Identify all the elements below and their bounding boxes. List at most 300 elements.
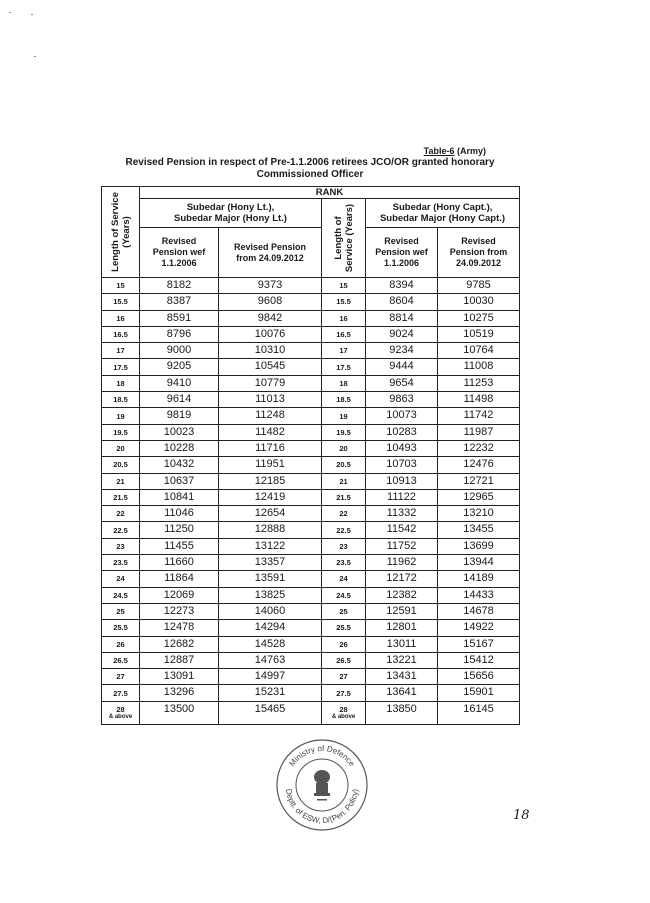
years-cell-value: 25.5 [336,623,351,633]
group-left-line-2: Subedar Major (Hony Lt.) [174,213,287,224]
years-cell-value: 27 [116,672,125,682]
table-row [102,522,520,538]
years-cell [322,294,366,310]
hony-lt-pension-2006-cell-value: 9410 [166,376,192,389]
years-cell-value: 21.5 [336,493,351,502]
years-cell-value: 21 [339,476,348,486]
hony-capt-pension-2012-cell-value: 10030 [463,295,494,308]
years-cell [322,424,366,440]
hony-capt-pension-2012-cell-value: 14189 [463,572,494,585]
scan-speck [31,14,33,15]
hony-lt-pension-2006-cell-value: 8796 [166,327,192,340]
years-cell-value: 20 [116,444,125,454]
ministry-seal [274,737,370,833]
col-left-revised-wef [140,228,219,278]
years-cell-value: 22 [116,509,125,519]
hony-lt-pension-2006-cell-value: 13500 [163,702,195,715]
years-cell-value: 20 [339,444,348,454]
years-cell [322,359,366,375]
years-cell [322,408,366,424]
hony-lt-pension-2006-cell [140,473,219,489]
years-cell-value: 23.5 [336,558,351,568]
hony-capt-pension-2006-cell [366,652,438,668]
hony-capt-pension-2006-cell [366,310,438,326]
table-row [102,555,520,571]
hony-capt-pension-2006-cell [366,603,438,619]
scan-speck [34,56,36,57]
hony-capt-pension-2012-cell-value: 16145 [463,702,494,715]
years-cell [102,701,140,724]
hony-capt-pension-2012-cell-value: 13455 [463,523,494,536]
hony-capt-pension-2006-cell-value: 10073 [386,409,417,422]
hony-capt-pension-2006-cell [366,343,438,359]
table-row [102,538,520,554]
hony-capt-pension-2006-cell-value: 9024 [389,327,414,340]
group-header-hony-lt [140,199,322,228]
years-cell-value: 25 [339,607,348,617]
hony-capt-pension-2012-cell [438,555,520,571]
years-cell [102,424,140,440]
years-cell-value: 18.5 [113,395,128,405]
group-header-hony-capt [366,199,520,228]
hony-lt-pension-2012-cell [219,408,322,424]
hony-capt-pension-2006-cell [366,392,438,408]
years-cell-value: 24.5 [113,590,128,600]
hony-lt-pension-2006-cell [140,343,219,359]
hony-lt-pension-2006-cell [140,457,219,473]
hony-capt-pension-2012-cell-value: 12232 [463,441,494,454]
hony-capt-pension-2012-cell [438,440,520,456]
hony-lt-pension-2012-cell [219,359,322,375]
table-row [102,652,520,668]
hony-capt-pension-2012-cell-value: 14922 [463,621,494,634]
years-cell [322,669,366,685]
hony-lt-pension-2012-cell [219,375,322,391]
hony-lt-pension-2006-cell-value: 12682 [163,637,195,650]
col-text: Revised [161,236,197,246]
hony-lt-pension-2012-cell-value: 10076 [254,327,286,340]
table-row [102,473,520,489]
hony-lt-pension-2006-cell [140,326,219,342]
table-row [102,310,520,326]
years-cell [322,636,366,652]
hony-lt-pension-2006-cell-value: 10637 [163,474,195,487]
table-row [102,424,520,440]
hony-lt-pension-2006-cell-value: 11046 [164,507,194,520]
table-row [102,440,520,456]
hony-capt-pension-2006-cell [366,522,438,538]
hony-capt-pension-2006-cell-value: 13431 [386,670,417,683]
years-cell [322,489,366,505]
col-text: 1.1.2006 [161,258,197,268]
hony-capt-pension-2006-cell [366,506,438,522]
hony-lt-pension-2012-cell-value: 14997 [254,670,286,683]
hony-lt-pension-2012-cell-value: 13825 [254,588,286,601]
years-cell [322,457,366,473]
hony-capt-pension-2006-cell-value: 11542 [386,523,417,536]
hony-lt-pension-2006-cell [140,408,219,424]
hony-capt-pension-2012-cell-value: 10764 [463,344,494,357]
col-text: Pension wef [152,247,206,257]
length-of-service-header [102,187,140,278]
hony-capt-pension-2006-cell [366,294,438,310]
hony-capt-pension-2006-cell-value: 8814 [389,311,414,324]
hony-lt-pension-2006-cell-value: 9614 [166,393,192,406]
hony-capt-pension-2006-cell-value: 10283 [386,425,417,438]
hony-capt-pension-2006-cell-value: 9863 [389,393,414,406]
years-cell [322,555,366,571]
hony-lt-pension-2012-cell-value: 13122 [254,539,286,552]
table-number: Table-6 [423,146,455,156]
hony-lt-pension-2006-cell [140,636,219,652]
years-cell [102,652,140,668]
years-cell-value: 15 [116,281,125,291]
hony-lt-pension-2012-cell [219,343,322,359]
length-of-service-label-2: Length of Service (Years) [332,203,355,273]
hony-lt-pension-2012-cell [219,473,322,489]
hony-lt-pension-2012-cell [219,278,322,294]
hony-capt-pension-2006-cell [366,375,438,391]
hony-capt-pension-2006-cell-value: 12382 [386,588,417,601]
hony-lt-pension-2012-cell-value: 11716 [255,441,285,454]
hony-capt-pension-2012-cell [438,278,520,294]
table-row [102,506,520,522]
years-cell-value: 16.5 [113,330,128,340]
hony-capt-pension-2012-cell [438,294,520,310]
hony-lt-pension-2006-cell [140,571,219,587]
hony-lt-pension-2012-cell-value: 14294 [254,621,286,634]
years-cell-value: 23.5 [113,558,128,568]
col-text: Revised Pension [233,241,307,252]
years-cell [102,440,140,456]
years-cell-value: 18 [116,378,125,388]
years-cell-value: 27.5 [113,688,128,698]
hony-capt-pension-2012-cell [438,359,520,375]
hony-capt-pension-2012-cell-value: 14678 [463,604,494,617]
hony-lt-pension-2012-cell-value: 9373 [257,279,283,291]
years-cell-value: 15.5 [113,297,128,307]
years-cell [322,343,366,359]
years-cell [322,278,366,294]
years-cell-value: 22 [339,509,348,519]
hony-capt-pension-2006-cell [366,538,438,554]
length-of-service-header-2 [322,199,366,278]
hony-capt-pension-2006-cell [366,636,438,652]
years-cell-value: 18 [339,378,348,388]
hony-lt-pension-2012-cell-value: 12888 [254,523,286,536]
years-cell-value: 26 [339,639,348,649]
years-cell [102,375,140,391]
years-cell-value: 23 [339,541,348,551]
years-cell-value: 17.5 [336,362,351,372]
years-cell [322,310,366,326]
years-cell-value: 22.5 [336,525,351,535]
hony-capt-pension-2012-cell-value: 14433 [463,588,494,601]
hony-lt-pension-2012-cell [219,701,322,724]
hony-capt-pension-2006-cell [366,278,438,294]
table-row [102,375,520,391]
hony-capt-pension-2006-cell [366,669,438,685]
years-cell-value: 21 [116,476,125,486]
hony-capt-pension-2006-cell [366,326,438,342]
hony-capt-pension-2012-cell [438,652,520,668]
hony-lt-pension-2012-cell-value: 10779 [254,376,286,389]
hony-capt-pension-2006-cell-value: 13641 [386,686,417,699]
hony-lt-pension-2006-cell [140,506,219,522]
hony-capt-pension-2006-cell-value: 11962 [386,556,417,569]
rank-header: RANK [140,187,520,199]
hony-lt-pension-2006-cell-value: 10432 [163,458,195,471]
years-cell-value: 27 [339,672,348,682]
hony-capt-pension-2012-cell-value: 9785 [466,279,491,291]
hony-capt-pension-2012-cell [438,375,520,391]
page-number: 18 [513,808,530,823]
hony-capt-pension-2006-cell [366,489,438,505]
years-cell [102,489,140,505]
years-cell-value: 21.5 [113,493,128,502]
table-row [102,408,520,424]
hony-lt-pension-2012-cell-value: 12419 [254,490,286,503]
hony-capt-pension-2012-cell [438,522,520,538]
years-cell [102,555,140,571]
and-above-label: & above [331,713,356,720]
hony-lt-pension-2006-cell [140,603,219,619]
hony-capt-pension-2012-cell [438,489,520,505]
hony-capt-pension-2006-cell-value: 8604 [389,295,414,308]
years-cell-value: 28 [339,704,348,714]
hony-lt-pension-2012-cell [219,326,322,342]
scan-speck [9,12,11,13]
col-text: 24.09.2012 [455,258,502,268]
hony-capt-pension-2006-cell-value: 11122 [387,490,416,503]
hony-lt-pension-2006-cell-value: 13296 [163,686,195,699]
years-cell-value: 20.5 [336,460,351,470]
hony-capt-pension-2012-cell-value: 11253 [463,376,494,389]
hony-lt-pension-2012-cell-value: 11482 [255,425,285,438]
hony-capt-pension-2006-cell-value: 13011 [386,637,417,650]
years-cell-value: 19.5 [336,427,351,437]
hony-lt-pension-2006-cell [140,522,219,538]
years-cell [102,620,140,636]
svg-text:Ministry of Defence: Ministry of Defence [287,743,357,769]
hony-capt-pension-2012-cell-value: 11742 [463,409,494,422]
hony-lt-pension-2012-cell [219,636,322,652]
hony-lt-pension-2006-cell [140,555,219,571]
years-cell [102,278,140,294]
years-cell [322,571,366,587]
hony-lt-pension-2006-cell [140,538,219,554]
hony-capt-pension-2012-cell [438,620,520,636]
col-left-revised-from [219,228,322,278]
years-cell-value: 17 [339,346,348,356]
hony-lt-pension-2012-cell-value: 13357 [254,556,286,569]
years-cell-value: 25 [116,607,125,617]
hony-capt-pension-2006-cell-value: 9234 [389,344,414,357]
hony-lt-pension-2012-cell-value: 10545 [254,360,286,373]
hony-capt-pension-2012-cell [438,636,520,652]
hony-lt-pension-2012-cell-value: 11951 [255,458,285,471]
hony-lt-pension-2006-cell [140,652,219,668]
hony-lt-pension-2012-cell [219,685,322,701]
hony-lt-pension-2012-cell-value: 14763 [254,653,286,666]
years-cell-value: 18.5 [336,395,351,405]
years-cell [322,375,366,391]
hony-capt-pension-2012-cell-value: 15167 [463,637,494,650]
hony-capt-pension-2012-cell [438,669,520,685]
years-cell-value: 25.5 [113,623,128,633]
hony-lt-pension-2006-cell [140,620,219,636]
hony-lt-pension-2006-cell [140,440,219,456]
hony-lt-pension-2006-cell [140,587,219,603]
hony-capt-pension-2006-cell [366,571,438,587]
years-cell [322,473,366,489]
hony-capt-pension-2006-cell-value: 13221 [386,653,417,666]
years-cell-value: 24 [339,574,348,584]
years-cell [322,392,366,408]
years-cell [102,359,140,375]
hony-lt-pension-2012-cell [219,440,322,456]
hony-lt-pension-2006-cell [140,294,219,310]
hony-capt-pension-2012-cell [438,506,520,522]
hony-lt-pension-2012-cell [219,555,322,571]
hony-capt-pension-2006-cell [366,457,438,473]
hony-lt-pension-2012-cell-value: 11013 [255,393,285,406]
hony-capt-pension-2012-cell-value: 11987 [463,425,494,438]
hony-capt-pension-2012-cell [438,571,520,587]
hony-capt-pension-2012-cell-value: 10275 [463,311,494,324]
years-cell [102,538,140,554]
pension-table [101,186,520,725]
hony-lt-pension-2012-cell [219,424,322,440]
table-row [102,701,520,724]
hony-lt-pension-2006-cell [140,392,219,408]
years-cell-value: 19 [339,411,348,421]
table-row [102,620,520,636]
hony-lt-pension-2012-cell [219,538,322,554]
hony-capt-pension-2006-cell-value: 12591 [386,604,417,617]
hony-lt-pension-2012-cell-value: 14060 [254,604,286,617]
years-cell-value: 20.5 [113,460,128,470]
hony-lt-pension-2012-cell [219,669,322,685]
hony-lt-pension-2006-cell [140,310,219,326]
years-cell [102,408,140,424]
group-left-line-1: Subedar (Hony Lt.), [186,202,275,213]
col-text: Revised [384,236,419,246]
hony-capt-pension-2012-cell [438,685,520,701]
title-line-2: Commissioned Officer [256,169,364,180]
hony-lt-pension-2006-cell [140,489,219,505]
col-text: Pension wef [375,247,428,257]
hony-capt-pension-2006-cell [366,620,438,636]
years-cell [102,636,140,652]
hony-capt-pension-2012-cell [438,310,520,326]
hony-capt-pension-2006-cell-value: 9444 [389,360,414,373]
hony-capt-pension-2006-cell [366,701,438,724]
hony-capt-pension-2012-cell-value: 13210 [463,507,494,520]
hony-lt-pension-2012-cell-value: 11248 [255,409,285,422]
hony-lt-pension-2012-cell-value: 12654 [254,507,286,520]
hony-lt-pension-2012-cell [219,603,322,619]
hony-lt-pension-2006-cell [140,669,219,685]
hony-lt-pension-2012-cell [219,489,322,505]
hony-capt-pension-2006-cell-value: 10703 [386,458,417,471]
hony-capt-pension-2006-cell-value: 9654 [389,376,414,389]
years-cell-value: 26.5 [113,655,128,665]
years-cell-value: 17 [116,346,125,356]
years-cell [102,587,140,603]
hony-capt-pension-2012-cell-value: 12721 [463,474,494,487]
years-cell-value: 23 [116,541,125,551]
years-cell-value: 19 [116,411,125,421]
length-of-service-label: Length of Service (Years) [109,192,132,272]
table-row [102,294,520,310]
table-row [102,343,520,359]
years-cell [322,620,366,636]
years-cell [102,669,140,685]
years-cell-value: 15.5 [336,297,351,307]
hony-capt-pension-2012-cell [438,603,520,619]
hony-lt-pension-2012-cell [219,587,322,603]
table-row [102,457,520,473]
hony-lt-pension-2012-cell-value: 12185 [254,474,286,487]
hony-lt-pension-2012-cell-value: 9608 [257,295,283,308]
hony-lt-pension-2012-cell [219,392,322,408]
years-cell [322,603,366,619]
years-cell [322,685,366,701]
years-cell [322,587,366,603]
hony-lt-pension-2006-cell-value: 12069 [163,588,195,601]
years-cell-value: 16 [116,313,125,323]
hony-capt-pension-2006-cell-value: 12801 [386,621,417,634]
hony-lt-pension-2006-cell [140,424,219,440]
hony-lt-pension-2006-cell [140,375,219,391]
years-cell [322,522,366,538]
hony-lt-pension-2012-cell [219,506,322,522]
table-row [102,636,520,652]
years-cell-value: 26 [116,639,125,649]
hony-lt-pension-2012-cell-value: 14528 [254,637,286,650]
hony-lt-pension-2012-cell-value: 15231 [254,686,286,699]
hony-capt-pension-2006-cell [366,473,438,489]
hony-lt-pension-2012-cell [219,652,322,668]
years-cell [322,506,366,522]
years-cell-value: 22.5 [113,525,128,535]
years-cell [322,538,366,554]
hony-capt-pension-2006-cell [366,424,438,440]
hony-lt-pension-2006-cell-value: 10228 [163,441,195,454]
national-emblem-icon [314,770,330,801]
table-row [102,603,520,619]
col-text: 1.1.2006 [383,258,420,268]
hony-lt-pension-2012-cell-value: 9842 [257,311,283,324]
table-body [102,278,520,725]
hony-lt-pension-2006-cell-value: 9205 [166,360,192,373]
hony-capt-pension-2006-cell-value: 10493 [386,441,417,454]
hony-capt-pension-2012-cell [438,473,520,489]
hony-lt-pension-2006-cell-value: 10841 [163,490,195,503]
hony-capt-pension-2006-cell [366,587,438,603]
hony-lt-pension-2006-cell-value: 12887 [163,653,195,666]
years-cell [322,652,366,668]
hony-capt-pension-2012-cell-value: 12965 [463,490,494,503]
hony-capt-pension-2012-cell-value: 15656 [463,670,494,683]
hony-capt-pension-2012-cell [438,326,520,342]
years-cell [102,506,140,522]
hony-lt-pension-2006-cell-value: 9000 [166,344,192,357]
hony-lt-pension-2006-cell-value: 11455 [164,539,194,552]
col-text: Pension from [449,247,508,257]
hony-lt-pension-2012-cell [219,457,322,473]
